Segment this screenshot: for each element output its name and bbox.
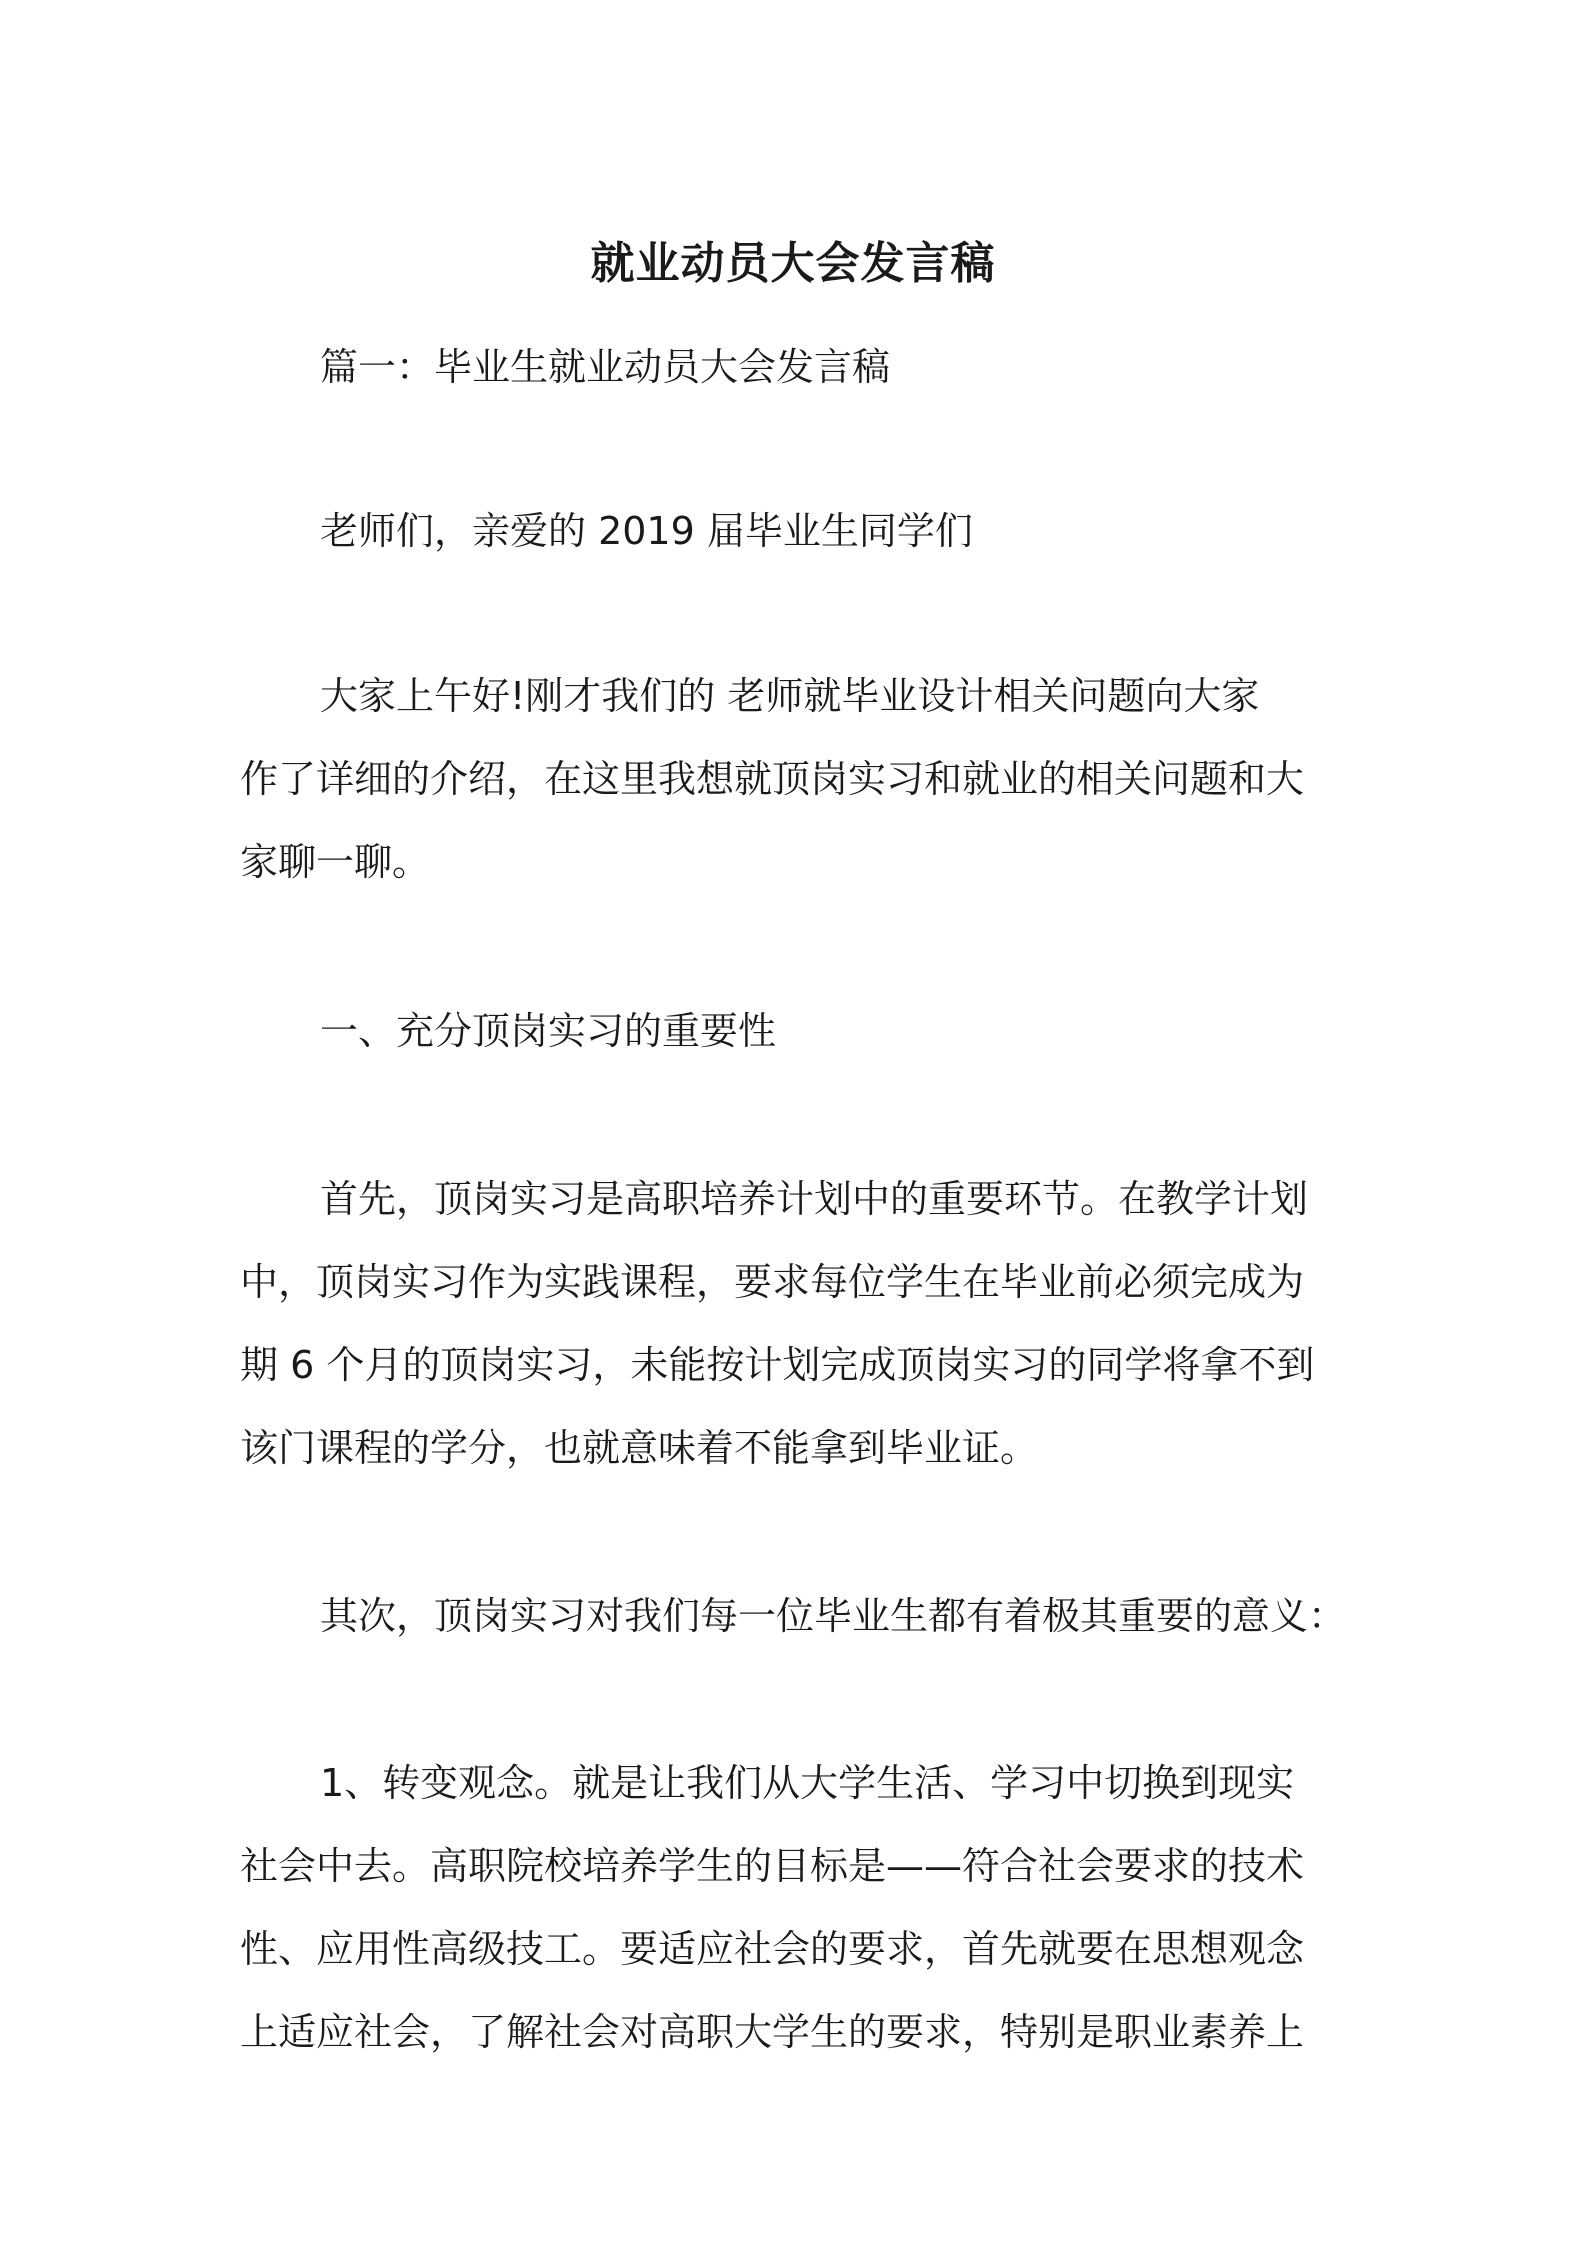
text-line: 期 6 个月的顶岗实习，未能按计划完成顶岗实习的同学将拿不到 (240, 1343, 1315, 1387)
document-title: 就业动员大会发言稿 (590, 238, 996, 290)
text-line: 该门课程的学分，也就意味着不能拿到毕业证。 (240, 1426, 1039, 1470)
text-line: 篇一：毕业生就业动员大会发言稿 (320, 345, 891, 389)
text-line: 一、充分顶岗实习的重要性 (320, 1009, 777, 1053)
text-line: 性、应用性高级技工。要适应社会的要求，首先就要在思想观念 (240, 1927, 1305, 1971)
text-line: 家聊一聊。 (240, 840, 431, 884)
paragraph-heading-part-one (240, 326, 1358, 409)
paragraph-salutation (240, 490, 1358, 573)
text-line: 首先，顶岗实习是高职培养计划中的重要环节。在教学计划 (320, 1177, 1309, 1221)
paragraph-second-point (240, 1575, 1358, 1658)
text-line: 作了详细的介绍，在这里我想就顶岗实习和就业的相关问题和大 (240, 757, 1305, 801)
text-line: 社会中去。高职院校培养学生的目标是——符合社会要求的技术 (240, 1844, 1305, 1888)
text-line: 上适应社会，了解社会对高职大学生的要求，特别是职业素养上 (240, 2010, 1305, 2054)
section-heading-importance (240, 990, 1358, 1073)
text-line: 中，顶岗实习作为实践课程，要求每位学生在毕业前必须完成为 (240, 1260, 1305, 1304)
paragraph-greeting (240, 655, 1358, 904)
text-line: 大家上午好!刚才我们的 老师就毕业设计相关问题向大家 (320, 674, 1260, 718)
paragraph-item-one (240, 1742, 1358, 2074)
text-line: 其次，顶岗实习对我们每一位毕业生都有着极其重要的意义： (320, 1594, 1347, 1638)
text-line: 1、转变观念。就是让我们从大学生活、学习中切换到现实 (320, 1761, 1295, 1805)
text-line: 老师们，亲爱的 2019 届毕业生同学们 (320, 509, 973, 553)
paragraph-first-point (240, 1158, 1358, 1490)
